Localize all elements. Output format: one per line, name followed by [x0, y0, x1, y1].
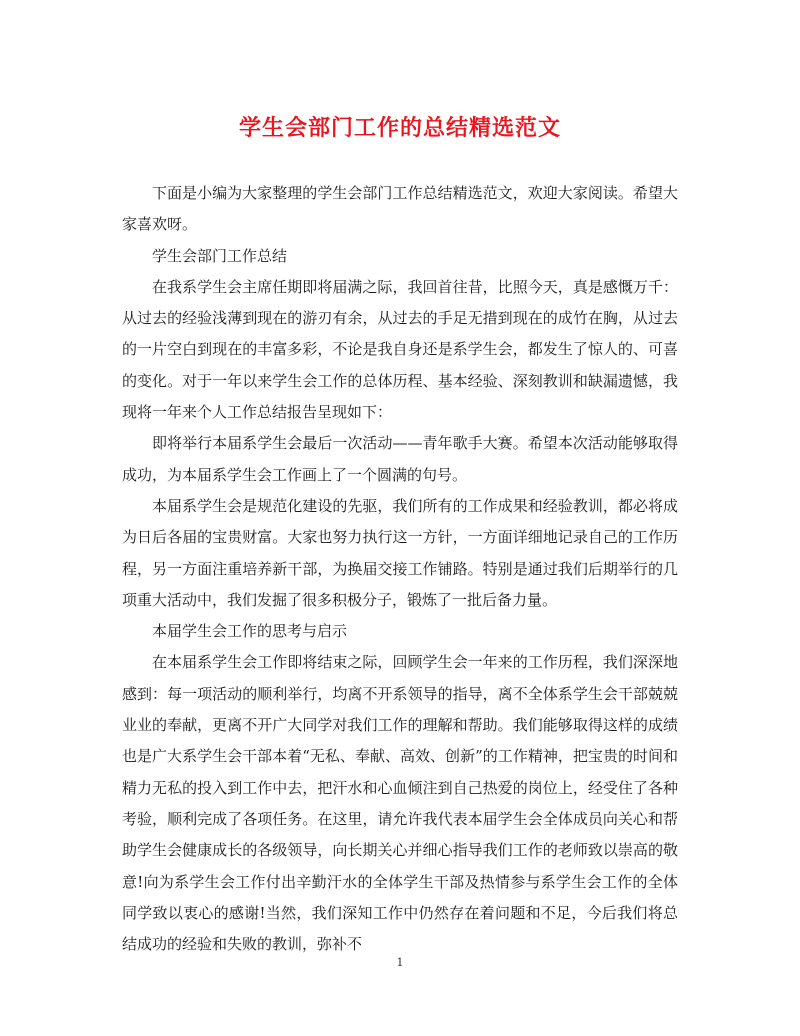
document-title: 学生会部门工作的总结精选范文	[238, 115, 561, 141]
body-paragraph: 在本届系学生会工作即将结束之际，回顾学生会一年来的工作历程，我们深深地感到：每一项活动的顺利举行，均离不开系领导的指导，离不全体系学生会干部兢兢业业的奉献，更离不开广大同学对我们工作的理解和帮助。我们能够取得这样的成绩也是广大系学生会干部本着“无私、奉献、高效、创新”的工作精神，把宝贵的时间和精力无私的投入到工作中去，把汗水和心血倾注到自己热爱的岗位上，经受住了各种考验，顺利完成了各项任务。在这里，请允许我代表本届学生会全体成员向关心和帮助学生会健康成长的各级领导，向长期关心并细心指导我们工作的老师致以崇高的敬意!向为系学生会工作付出辛勤汗水的全体学生干部及热情参与系学生会工作的全体同学致以衷心的感谢!当然，我们深知工作中仍然存在着问题和不足，今后我们将总结成功的经验和失败的教训，弥补不	[122, 653, 678, 954]
body-paragraph: 在我系学生会主席任期即将届满之际，我回首往昔，比照今天，真是感慨万千：从过去的经验浅薄到现在的游刃有余，从过去的手足无措到现在的成竹在胸，从过去的一片空白到现在的丰富多彩，不论是我自身还是系学生会，都发生了惊人的、可喜的变化。对于一年以来学生会工作的总体历程、基本经验、深刻教训和缺漏遗憾，我现将一年来个人工作总结报告呈现如下：	[122, 277, 678, 422]
intro-paragraph: 下面是小编为大家整理的学生会部门工作总结精选范文，欢迎大家阅读。希望大家喜欢呀。	[122, 184, 678, 234]
section-heading: 学生会部门工作总结	[152, 246, 288, 265]
section-heading: 本届学生会工作的思考与启示	[152, 622, 348, 641]
page-number: 1	[396, 956, 404, 969]
body-paragraph: 本届系学生会是规范化建设的先驱，我们所有的工作成果和经验教训，都必将成为日后各届的宝贵财富。大家也努力执行这一方针，一方面详细地记录自己的工作历程，另一方面注重培养新干部，为换届交接工作铺路。特别是通过我们后期举行的几项重大活动中，我们发掘了很多积极分子，锻炼了一批后备力量。	[122, 496, 678, 609]
body-paragraph: 即将举行本届系学生会最后一次活动——青年歌手大赛。希望本次活动能够取得成功，为本届系学生会工作画上了一个圆满的句号。	[122, 434, 678, 484]
document-body	[122, 178, 678, 960]
